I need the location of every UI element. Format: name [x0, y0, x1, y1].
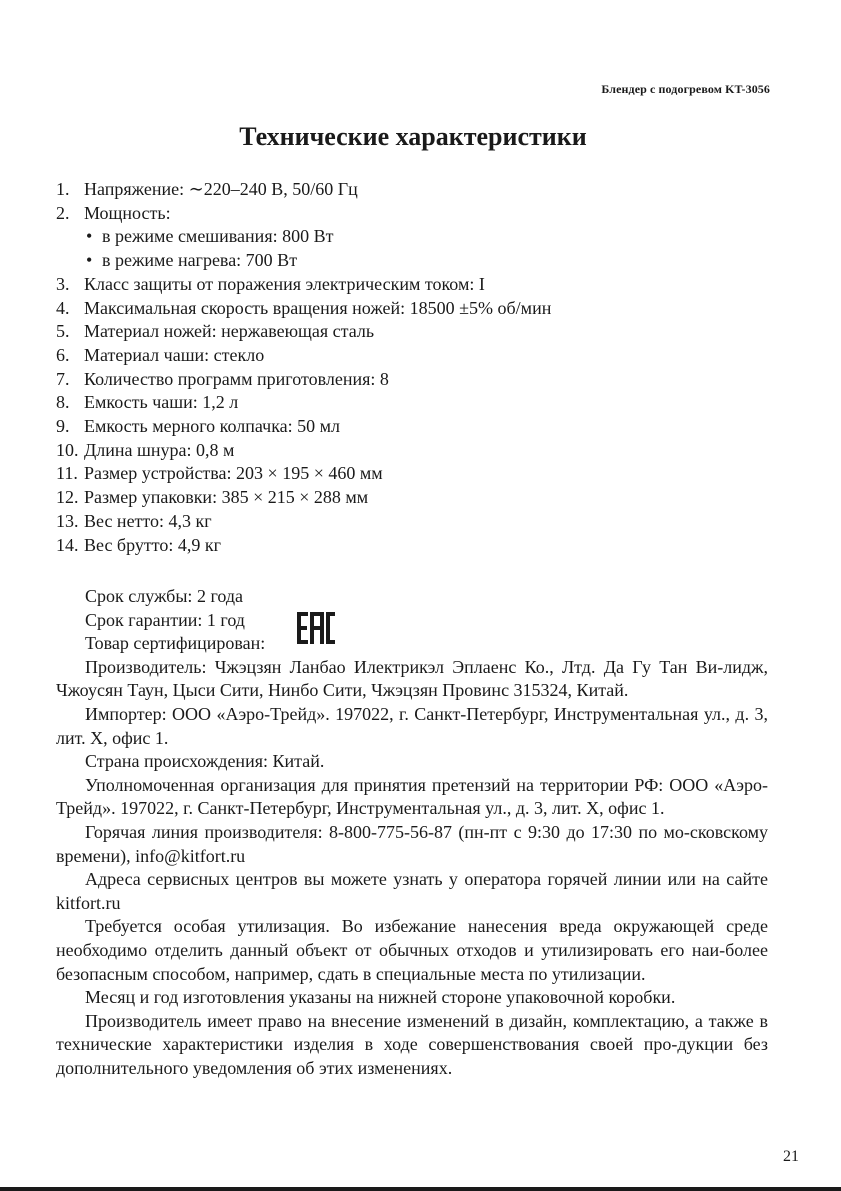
bullet-text: в режиме смешивания: 800 Вт: [102, 226, 334, 247]
spec-item: [56, 202, 776, 226]
spec-text: Размер упаковки: 385 × 215 × 288 мм: [84, 487, 369, 508]
spec-text: Мощность:: [84, 202, 171, 223]
spec-number: 7.: [56, 368, 70, 389]
spec-text: Количество программ приготовления: 8: [84, 368, 389, 389]
changes-notice: Производитель имеет право на внесение изменений в дизайн, комплектацию, а также в технические характеристики изделия в ходе совершенствования своей про-дукции без дополнительного уведомления об этих изменениях.: [56, 1010, 768, 1078]
bottom-border: [0, 1187, 841, 1191]
spec-item: [56, 486, 776, 510]
spec-number: 3.: [56, 273, 70, 294]
spec-text: Емкость чаши: 1,2 л: [84, 392, 239, 413]
spec-number: 9.: [56, 416, 70, 437]
power-bullet: [56, 225, 776, 249]
spec-number: 2.: [56, 202, 70, 223]
page-title: Технические характеристики: [239, 122, 587, 151]
spec-text: Материал ножей: нержавеющая сталь: [84, 321, 375, 342]
spec-text: Длина шнура: 0,8 м: [84, 439, 235, 460]
certification-text: Товар сертифицирован:: [85, 633, 266, 654]
spec-number: 14.: [56, 534, 79, 555]
spec-text: Размер устройства: 203 × 195 × 460 мм: [84, 463, 383, 484]
importer: Импортер: ООО «Аэро-Трейд». 197022, г. Санкт-Петербург, Инструментальная ул., д. 3, лит. Х, офис 1.: [56, 703, 768, 748]
spec-item: [56, 439, 776, 463]
service-life: Срок службы: 2 года: [85, 586, 244, 606]
spec-number: 6.: [56, 344, 70, 365]
spec-number: 12.: [56, 487, 79, 508]
eac-logo: [296, 610, 336, 646]
spec-number: 10.: [56, 439, 79, 460]
authorized-organization: Уполномоченная организация для принятия претензий на территории РФ: ООО «Аэро-Трейд». 197022, г. Санкт-Петербург, Инструментальная ул., д. 3, лит. Х, офис 1.: [56, 774, 768, 819]
spec-text: Вес нетто: 4,3 кг: [84, 510, 212, 531]
power-bullet: [56, 249, 776, 273]
spec-item: [56, 320, 776, 344]
spec-item: [56, 462, 776, 486]
spec-text: Максимальная скорость вращения ножей: 18500 ±5% об/мин: [84, 297, 552, 318]
spec-number: 5.: [56, 321, 70, 342]
spec-text: Материал чаши: стекло: [84, 344, 265, 365]
spec-item: [56, 297, 776, 321]
country-of-origin: Страна происхождения: Китай.: [85, 751, 325, 772]
bullet-text: в режиме нагрева: 700 Вт: [102, 250, 298, 271]
spec-item: [56, 344, 776, 368]
spec-text: Класс защиты от поражения электрическим током: I: [84, 273, 485, 294]
warranty: Срок гарантии: 1 год: [85, 609, 245, 630]
spec-item: [56, 534, 776, 558]
spec-text: Емкость мерного колпачка: 50 мл: [84, 416, 341, 437]
spec-number: 4.: [56, 297, 70, 318]
hotline: Горячая линия производителя: 8-800-775-56-87 (пн-пт с 9:30 до 17:30 по мо-сковскому времени), info@kitfort.ru: [56, 821, 768, 866]
spec-item: [56, 391, 776, 415]
spec-item: [56, 273, 776, 297]
spec-item: [56, 368, 776, 392]
spec-number: 8.: [56, 392, 70, 413]
disposal-notice: Требуется особая утилизация. Во избежание нанесения вреда окружающей среде необходимо отделить данный объект от обычных отходов и утилизировать его наи-более безопасным способом, например, сдать в специальные места по утилизации.: [56, 916, 768, 984]
running-header: Блендер с подогревом KT-3056: [601, 82, 770, 96]
manufacturer: Производитель: Чжэцзян Ланбао Илектрикэл Эплаенс Ко., Лтд. Да Гу Тан Ви-лидж, Чжоусян Таун, Цыси Сити, Нинбо Сити, Чжэцзян Провинс 315324, Китай.: [56, 656, 768, 701]
certification-line: [56, 632, 768, 656]
manufacture-date-note: Месяц и год изготовления указаны на нижней стороне упаковочной коробки.: [85, 987, 676, 1008]
bullet-dot: •: [86, 250, 93, 271]
spec-number: 1.: [56, 179, 70, 199]
info-section: [56, 585, 768, 1080]
spec-item: [56, 415, 776, 439]
spec-text: Напряжение: ∼220–240 В, 50/60 Гц: [84, 179, 358, 199]
bullet-dot: •: [86, 226, 93, 247]
spec-item: [56, 178, 776, 202]
spec-text: Вес брутто: 4,9 кг: [84, 534, 221, 555]
page-number: 21: [783, 1148, 799, 1165]
spec-item: [56, 510, 776, 534]
spec-number: 13.: [56, 510, 79, 531]
service-centers: Адреса сервисных центров вы можете узнать у оператора горячей линии или на сайте kitfort.ru: [56, 869, 768, 913]
specs-list: [56, 178, 776, 557]
spec-number: 11.: [56, 463, 78, 484]
